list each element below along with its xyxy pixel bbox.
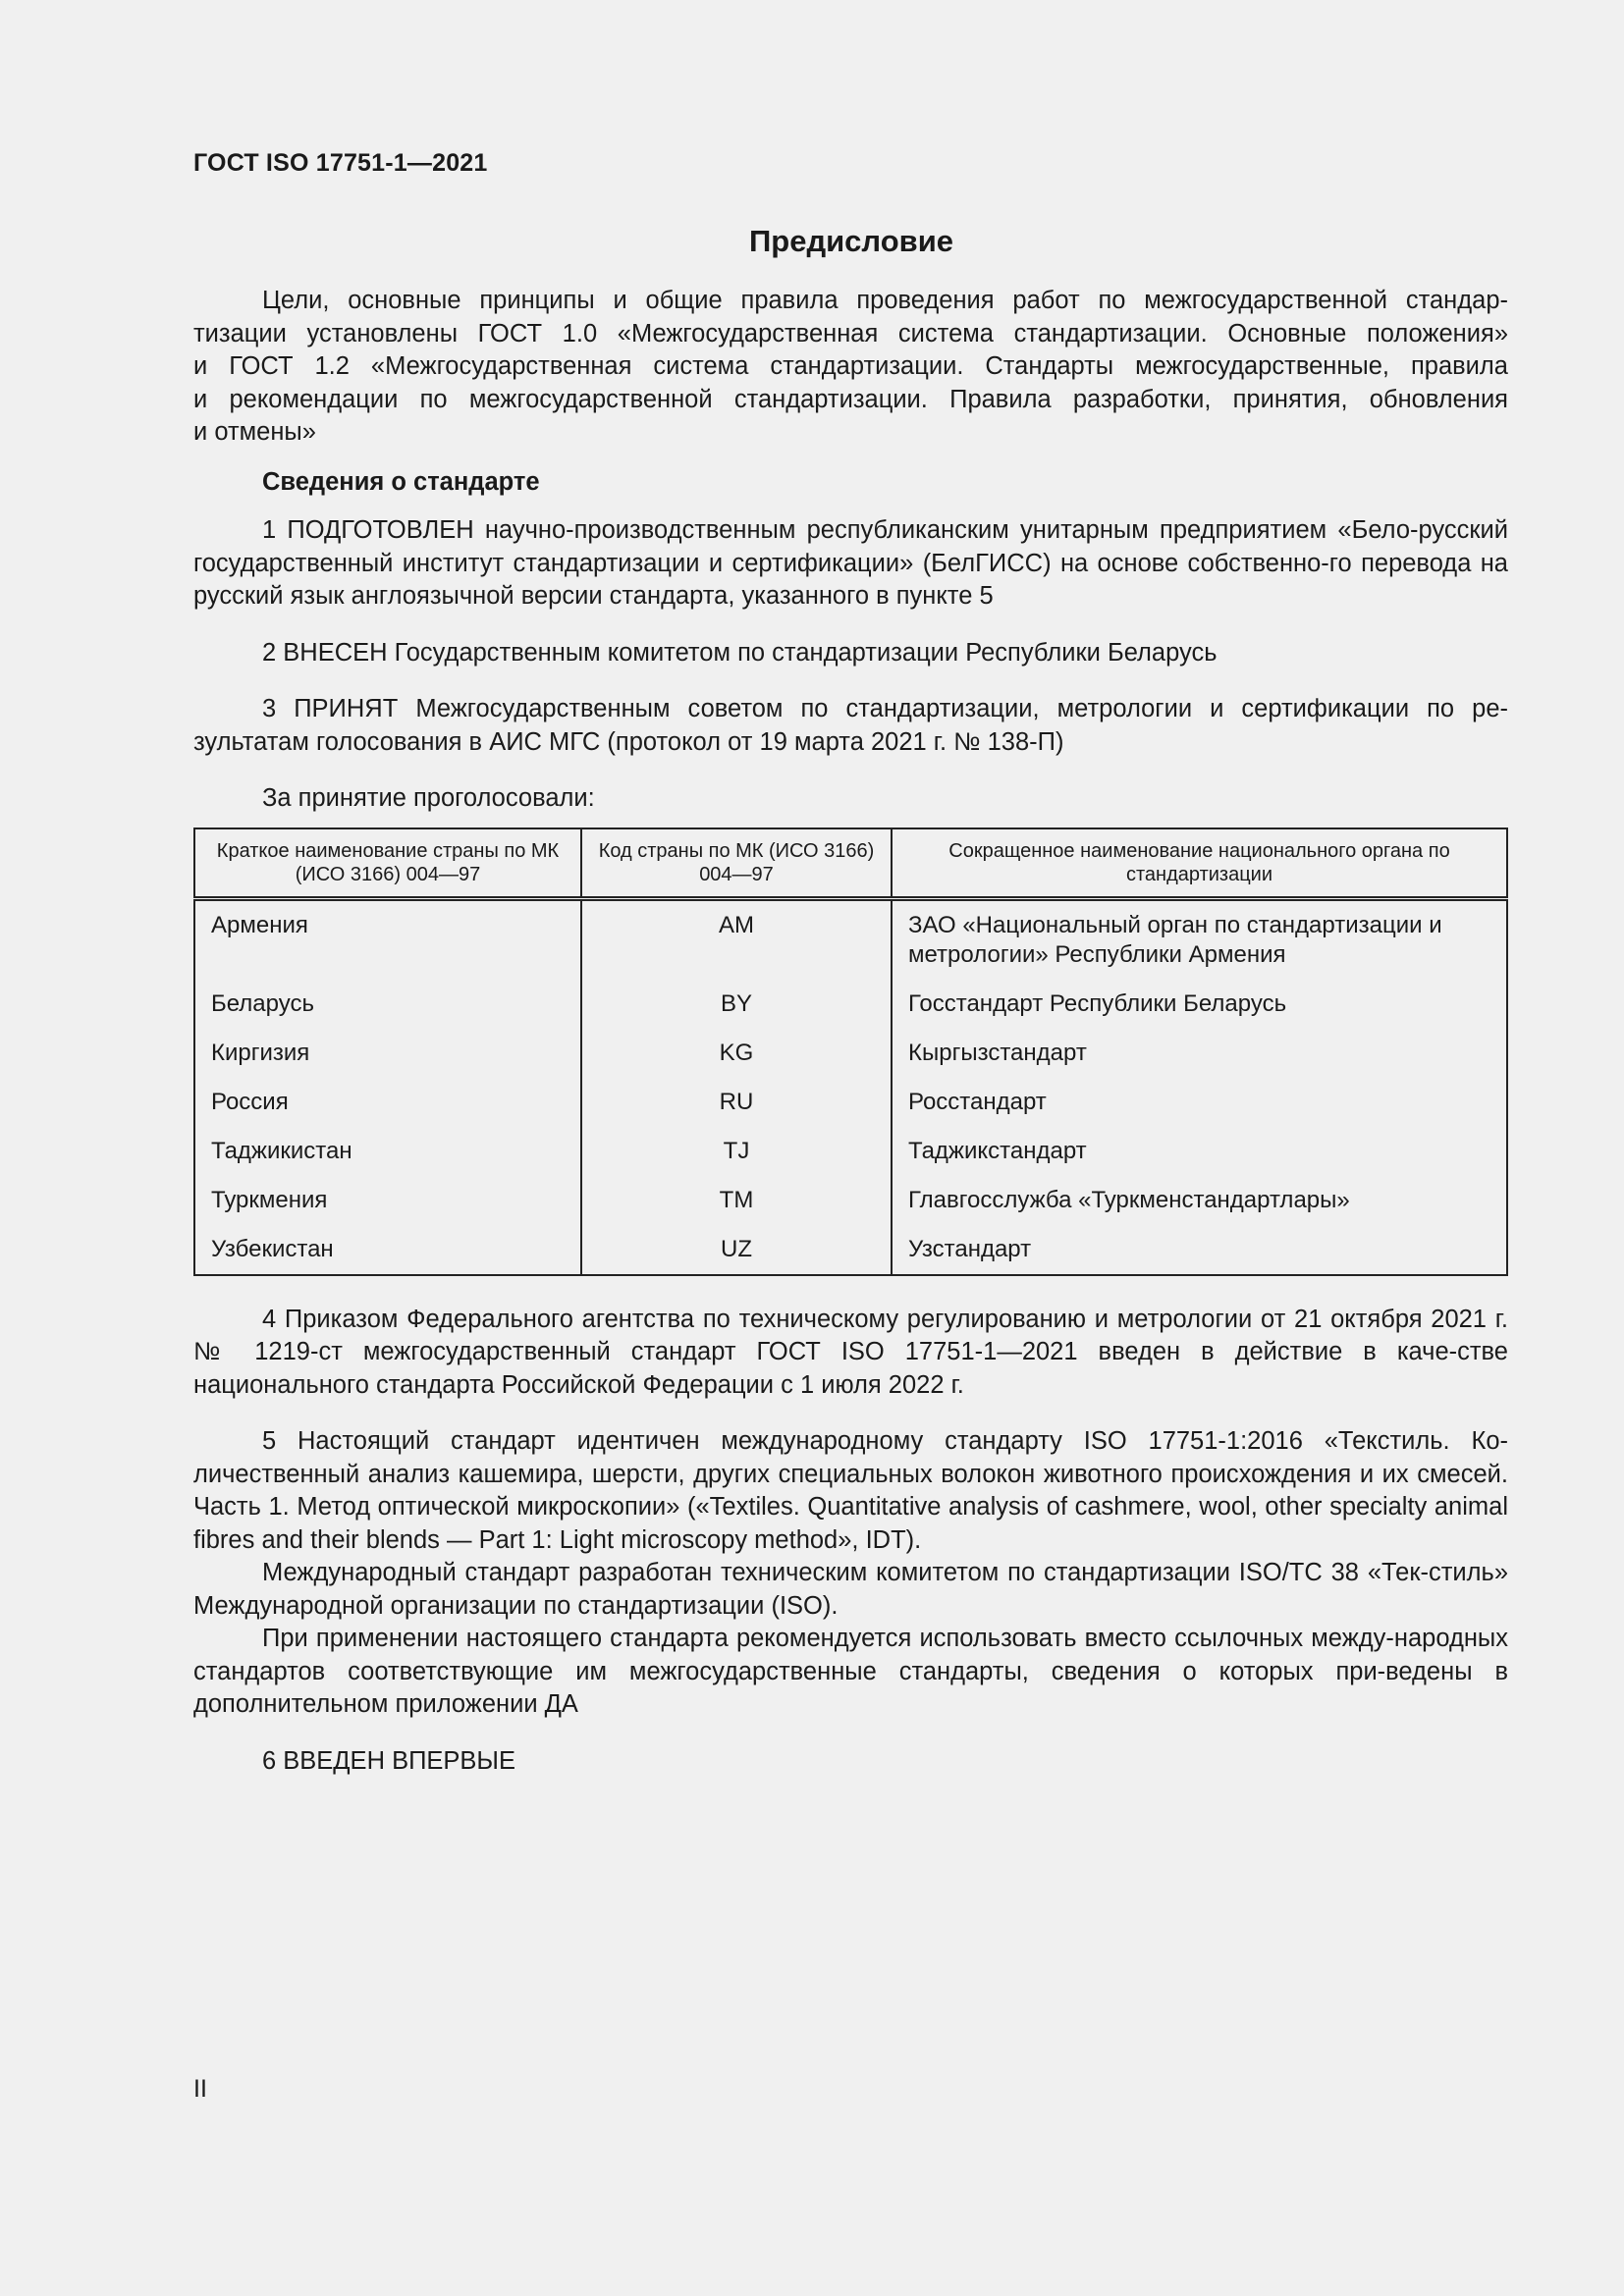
item-submitted: 2 ВНЕСЕН Государственным комитетом по стандартизации Республики Беларусь <box>262 638 1218 667</box>
member-states-table <box>193 828 1508 1276</box>
item-recommendation: При применении настоящего стандарта рекомендуется использовать вместо ссылочных между-народных стандартов соответствующие им межгосударственные стандарты, сведения о которых при-ведены в дополнительном приложении ДА <box>193 1625 1508 1718</box>
body-cell: Узстандарт <box>892 1225 1507 1275</box>
country-cell: Беларусь <box>194 980 581 1029</box>
col-header-code: Код страны по МК (ИСО 3166) 004—97 <box>581 828 892 899</box>
country-cell: Киргизия <box>194 1029 581 1078</box>
country-cell: Армения <box>194 901 581 980</box>
item-prepared: 1 ПОДГОТОВЛЕН научно-производственным республиканским унитарным предприятием «Бело-русский государственный институт стандартизации и сертификации» (БелГИСС) на основе собственно-го перевода на русский язык англоязычной версии стандарта, указанного в пункте 5 <box>193 516 1508 610</box>
body-cell: ЗАО «Национальный орган по стандартизации и метрологии» Республики Армения <box>892 901 1507 980</box>
table-row <box>194 1225 1507 1275</box>
country-cell: Россия <box>194 1078 581 1127</box>
intro-line: Цели, основные принципы и общие правила проведения работ по межгосударственной стандар- <box>262 287 1508 314</box>
voted-label: За принятие проголосовали: <box>262 784 595 812</box>
country-cell: Узбекистан <box>194 1225 581 1275</box>
table-row <box>194 901 1507 980</box>
body-cell: Кыргызстандарт <box>892 1029 1507 1078</box>
intro-line: и рекомендации по межгосударственной стандартизации. Правила разработки, принятия, обновления <box>193 385 1508 413</box>
country-cell: Таджикистан <box>194 1127 581 1176</box>
info-heading: Сведения о стандарте <box>262 467 540 496</box>
intro-line: и отмены» <box>193 418 316 446</box>
col-header-country: Краткое наименование страны по МК (ИСО 3166) 004—97 <box>194 828 581 899</box>
content-body <box>193 285 1508 1778</box>
item-adopted: 3 ПРИНЯТ Межгосударственным советом по стандартизации, метрологии и сертификации по ре-зультатам голосования в АИС МГС (протокол от 19 марта 2021 г. № 138-П) <box>193 695 1508 756</box>
item-first-introduced: 6 ВВЕДЕН ВПЕРВЫЕ <box>262 1746 516 1775</box>
table-row <box>194 980 1507 1029</box>
intro-line: тизации установлены ГОСТ 1.0 «Межгосударственная система стандартизации. Основные положения» <box>193 319 1508 347</box>
table-row <box>194 1029 1507 1078</box>
code-cell: TJ <box>581 1127 892 1176</box>
intro-paragraph <box>193 285 1508 450</box>
code-cell: BY <box>581 980 892 1029</box>
page-number: II <box>193 2075 207 2103</box>
item-developed-by: Международный стандарт разработан техническим комитетом по стандартизации ISO/TC 38 «Тек-стиль» Международной организации по стандартизации (ISO). <box>193 1559 1508 1620</box>
table-row <box>194 1127 1507 1176</box>
code-cell: UZ <box>581 1225 892 1275</box>
table-header-row <box>194 828 1507 899</box>
code-cell: KG <box>581 1029 892 1078</box>
code-cell: TM <box>581 1176 892 1225</box>
body-cell: Таджикстандарт <box>892 1127 1507 1176</box>
section-title: Предисловие <box>748 224 953 258</box>
code-cell: RU <box>581 1078 892 1127</box>
body-cell: Госстандарт Республики Беларусь <box>892 980 1507 1029</box>
body-cell: Главгосслужба «Туркменстандартлары» <box>892 1176 1507 1225</box>
body-cell: Росстандарт <box>892 1078 1507 1127</box>
item-enacted: 4 Приказом Федерального агентства по техническому регулированию и метрологии от 21 октября 2021 г. № 1219-ст межгосударственный стандарт ГОСТ ISO 17751-1—2021 введен в действие в каче-стве национального стандарта Российской Федерации с 1 июля 2022 г. <box>193 1305 1508 1399</box>
country-cell: Туркмения <box>194 1176 581 1225</box>
code-cell: AM <box>581 901 892 980</box>
col-header-body: Сокращенное наименование национального органа по стандартизации <box>892 828 1507 899</box>
item-identical: 5 Настоящий стандарт идентичен международному стандарту ISO 17751-1:2016 «Текстиль. Ко-личественный анализ кашемира, шерсти, других специальных волокон животного происхождения и их смесей. Часть 1. Метод оптической микроскопии» («Textiles. Quantitative analysis of cashmere, wool, other specialty animal fibres and their blends — Part 1: Light microscopy method», IDT). <box>193 1427 1508 1554</box>
table-row <box>194 1078 1507 1127</box>
intro-line: и ГОСТ 1.2 «Межгосударственная система стандартизации. Стандарты межгосударственные, правила <box>193 352 1508 380</box>
document-id-header: ГОСТ ISO 17751-1—2021 <box>193 149 488 177</box>
table-row <box>194 1176 1507 1225</box>
